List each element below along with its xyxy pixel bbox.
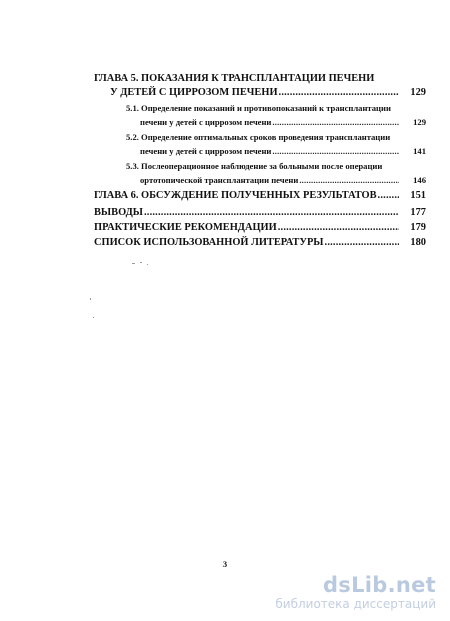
toc-leader-dots — [144, 207, 399, 218]
toc-leader-dots — [279, 87, 399, 98]
toc-chapter6-page: 151 — [410, 190, 426, 201]
toc-leader-dots — [272, 146, 399, 156]
toc-section51-entry — [140, 117, 426, 127]
toc-conclusions-page: 177 — [410, 207, 426, 218]
toc-chapter5-title-line1: ГЛАВА 5. ПОКАЗАНИЯ К ТРАНСПЛАНТАЦИИ ПЕЧЕНИ — [94, 73, 375, 84]
toc-section51-page: 129 — [413, 117, 426, 127]
toc-recommendations-page: 179 — [410, 222, 426, 233]
toc-chapter6-entry — [94, 190, 426, 201]
toc-leader-dots — [272, 117, 399, 127]
toc-references-entry — [94, 237, 426, 248]
toc-chapter5-page: 129 — [410, 87, 426, 98]
toc-chapter5-entry — [110, 87, 426, 98]
toc-references-title: СПИСОК ИСПОЛЬЗОВАННОЙ ЛИТЕРАТУРЫ — [94, 237, 324, 248]
toc-section53-page: 146 — [413, 175, 426, 185]
toc-section51-title-line2: печени у детей с циррозом печени — [140, 117, 272, 127]
page-number: 3 — [222, 559, 228, 569]
toc-section53-title-line1: 5.3. Послеоперационное наблюдение за больными после операции — [126, 161, 383, 171]
toc-conclusions-entry — [94, 207, 426, 218]
watermark-subtitle: библиотека диссертаций — [275, 597, 436, 611]
toc-leader-dots — [278, 222, 399, 233]
toc-leader-dots — [378, 190, 399, 201]
toc-conclusions-title: ВЫВОДЫ — [94, 207, 143, 218]
toc-leader-dots — [325, 237, 399, 248]
toc-section52-title-line1: 5.2. Определение оптимальных сроков проведения трансплантации — [126, 132, 391, 142]
dslib-watermark — [275, 574, 436, 611]
toc-recommendations-title: ПРАКТИЧЕСКИЕ РЕКОМЕНДАЦИИ — [94, 222, 277, 233]
toc-chapter6-title: ГЛАВА 6. ОБСУЖДЕНИЕ ПОЛУЧЕННЫХ РЕЗУЛЬТАТОВ — [94, 190, 377, 201]
watermark-logo: dsLib.net — [322, 573, 436, 597]
toc-recommendations-entry — [94, 222, 426, 233]
toc-chapter5-title-line2: У ДЕТЕЙ С ЦИРРОЗОМ ПЕЧЕНИ — [110, 87, 278, 98]
toc-section51-title-line1: 5.1. Определение показаний и противопоказаний к трансплантации — [126, 103, 391, 113]
toc-section52-title-line2: печени у детей с циррозом печени — [140, 146, 272, 156]
toc-section53-title-line2: ортотопической трансплантации печени — [140, 175, 299, 185]
toc-references-page: 180 — [410, 237, 426, 248]
toc-section52-entry — [140, 146, 426, 156]
toc-section52-page: 141 — [413, 146, 426, 156]
toc-section53-entry — [140, 175, 426, 185]
toc-leader-dots — [299, 175, 399, 185]
